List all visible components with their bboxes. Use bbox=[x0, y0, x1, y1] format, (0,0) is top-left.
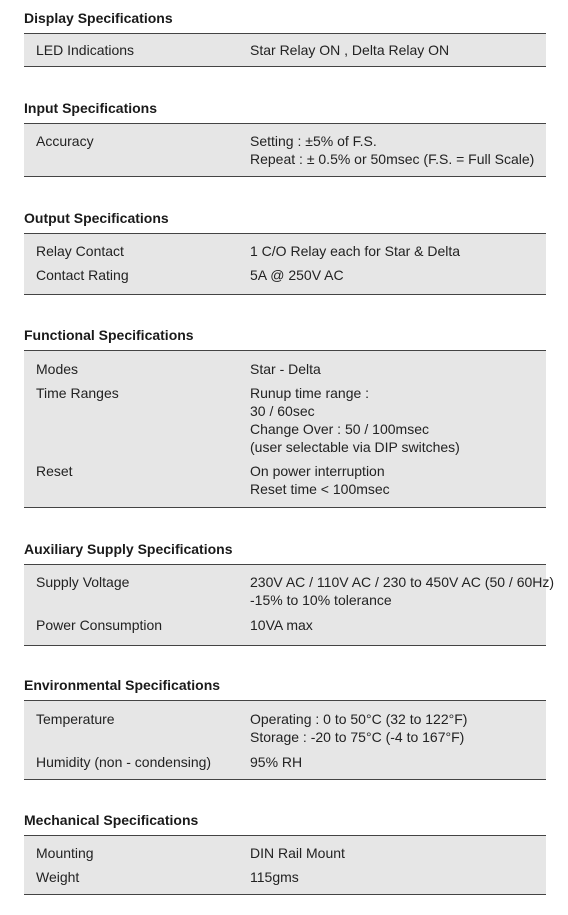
spec-value: Star Relay ON , Delta Relay ON bbox=[250, 42, 450, 58]
spec-value: 115gms bbox=[250, 869, 299, 885]
spec-value: 30 / 60sec bbox=[250, 403, 315, 419]
section-title: Output Specifications bbox=[24, 210, 169, 226]
section-title: Mechanical Specifications bbox=[24, 812, 199, 828]
spec-table bbox=[24, 123, 546, 177]
spec-value: (user selectable via DIP switches) bbox=[250, 439, 460, 455]
section-title: Environmental Specifications bbox=[24, 677, 221, 693]
spec-label: Power Consumption bbox=[36, 617, 163, 633]
spec-label: Supply Voltage bbox=[36, 574, 130, 590]
spec-label: Weight bbox=[36, 869, 80, 885]
spec-value: Change Over : 50 / 100msec bbox=[250, 421, 429, 437]
spec-value: Runup time range : bbox=[250, 385, 370, 401]
spec-label: Modes bbox=[36, 361, 79, 377]
spec-value: 5A @ 250V AC bbox=[250, 267, 344, 283]
spec-table bbox=[24, 33, 546, 67]
spec-table bbox=[24, 700, 546, 780]
spec-value: DIN Rail Mount bbox=[250, 845, 345, 861]
spec-value: -15% to 10% tolerance bbox=[250, 592, 392, 608]
spec-value: Setting : ±5% of F.S. bbox=[250, 133, 377, 149]
section-title: Input Specifications bbox=[24, 100, 158, 116]
section-title: Functional Specifications bbox=[24, 327, 194, 343]
spec-label: LED Indications bbox=[36, 42, 135, 58]
spec-value: Star - Delta bbox=[250, 361, 321, 377]
spec-table bbox=[24, 564, 555, 646]
spec-label: Time Ranges bbox=[36, 385, 119, 401]
spec-table bbox=[24, 350, 546, 508]
section-title: Auxiliary Supply Specifications bbox=[24, 541, 233, 557]
spec-label: Humidity (non - condensing) bbox=[36, 754, 212, 770]
spec-table bbox=[24, 835, 546, 895]
spec-value: Storage : -20 to 75°C (-4 to 167°F) bbox=[250, 729, 465, 745]
spec-value: On power interruption bbox=[250, 463, 385, 479]
spec-label: Contact Rating bbox=[36, 267, 129, 283]
spec-value: 95% RH bbox=[250, 754, 303, 770]
spec-value: Operating : 0 to 50°C (32 to 122°F) bbox=[250, 711, 468, 727]
spec-value: 1 C/O Relay each for Star & Delta bbox=[250, 243, 461, 259]
spec-table bbox=[24, 233, 546, 295]
section-title: Display Specifications bbox=[24, 10, 173, 26]
spec-value: Repeat : ± 0.5% or 50msec (F.S. = Full Scale) bbox=[250, 151, 535, 167]
spec-value: Reset time < 100msec bbox=[250, 481, 390, 497]
spec-label: Reset bbox=[36, 463, 73, 479]
spec-value: 10VA max bbox=[250, 617, 313, 633]
spec-label: Mounting bbox=[36, 845, 94, 861]
spec-value: 230V AC / 110V AC / 230 to 450V AC (50 / 60Hz) bbox=[250, 574, 555, 590]
spec-label: Temperature bbox=[36, 711, 115, 727]
spec-label: Accuracy bbox=[36, 133, 94, 149]
spec-label: Relay Contact bbox=[36, 243, 124, 259]
